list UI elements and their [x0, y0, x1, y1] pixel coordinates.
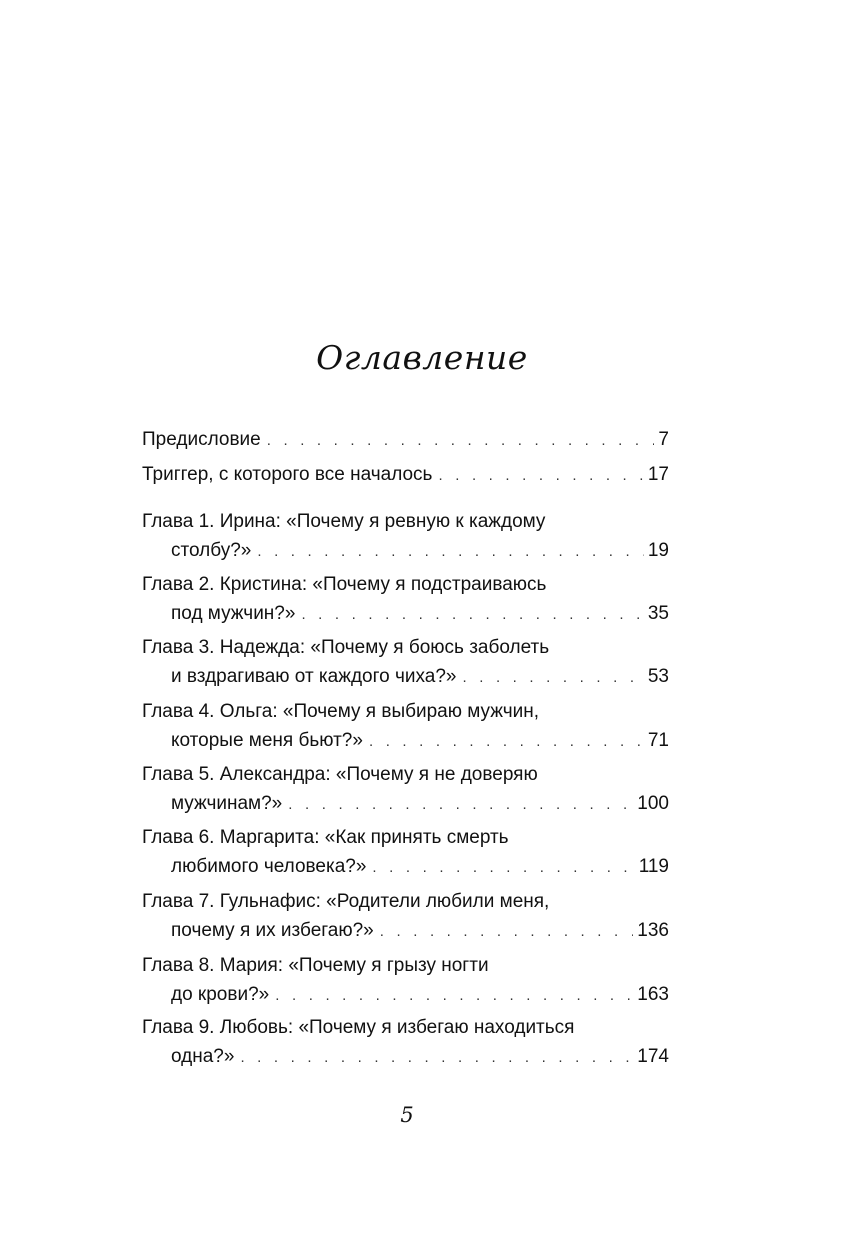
dot-leader — [288, 793, 633, 817]
toc-entry-text-continued: любимого человека?» — [171, 856, 367, 877]
page-number: 5 — [400, 1103, 414, 1127]
toc-entry-text: Глава 2. Кристина: «Почему я подстраиваюсь — [142, 574, 547, 595]
toc-entry-text: Глава 4. Ольга: «Почему я выбираю мужчин, — [142, 701, 540, 722]
toc-page-number: 17 — [647, 464, 669, 485]
toc-entry-text-continued: столбу?» — [171, 540, 252, 561]
dot-leader — [257, 540, 644, 564]
toc-entry-text: Глава 1. Ирина: «Почему я ревную к каждому — [142, 511, 546, 532]
toc-page-number: 119 — [638, 856, 669, 877]
toc-entry-text-continued: которые меня бьют?» — [171, 730, 363, 751]
toc-entry-text-continued: и вздрагиваю от каждого чиха?» — [171, 666, 457, 687]
dot-leader — [267, 429, 655, 453]
toc-entry-text-continued: почему я их избегаю?» — [171, 920, 374, 941]
toc-entry-text: Глава 5. Александра: «Почему я не доверяю — [142, 764, 538, 785]
page-title: Оглавление — [316, 338, 528, 377]
toc-entry-text-continued: мужчинам?» — [171, 793, 283, 814]
toc-entry-text: Глава 6. Маргарита: «Как принять смерть — [142, 827, 509, 848]
toc-page-number: 174 — [637, 1046, 669, 1067]
dot-leader — [275, 984, 633, 1008]
toc-entry-text: Глава 3. Надежда: «Почему я боюсь заболеть — [142, 637, 550, 658]
dot-leader — [462, 666, 643, 690]
toc-entry-text-continued: под мужчин?» — [171, 603, 296, 624]
dot-leader — [438, 464, 643, 488]
toc-entry-text: Предисловие — [142, 429, 261, 450]
toc-entry-text: Глава 7. Гульнафис: «Родители любили меня, — [142, 891, 550, 912]
dot-leader — [240, 1046, 633, 1070]
toc-page-number: 136 — [637, 920, 669, 941]
toc-entry-preface[interactable] — [142, 428, 669, 453]
toc-page-number: 35 — [647, 603, 669, 624]
toc-page-number: 163 — [637, 984, 669, 1005]
dot-leader — [372, 856, 634, 880]
dot-leader — [380, 920, 634, 944]
toc-entry-text: Триггер, с которого все началось — [142, 464, 433, 485]
toc-entry-text: Глава 9. Любовь: «Почему я избегаю находиться — [142, 1017, 575, 1038]
dot-leader — [369, 730, 644, 754]
toc-page-number: 7 — [658, 429, 669, 450]
toc-page-number: 100 — [637, 793, 669, 814]
toc-entry-text-continued: одна?» — [171, 1046, 235, 1067]
toc-page-number: 53 — [647, 666, 669, 687]
toc-entry-text-continued: до крови?» — [171, 984, 270, 1005]
toc-page-number: 19 — [647, 540, 669, 561]
toc-entry-text: Глава 8. Мария: «Почему я грызу ногти — [142, 955, 489, 976]
dot-leader — [301, 603, 643, 627]
toc-entry-trigger[interactable] — [142, 463, 669, 488]
toc-page-number: 71 — [647, 730, 669, 751]
